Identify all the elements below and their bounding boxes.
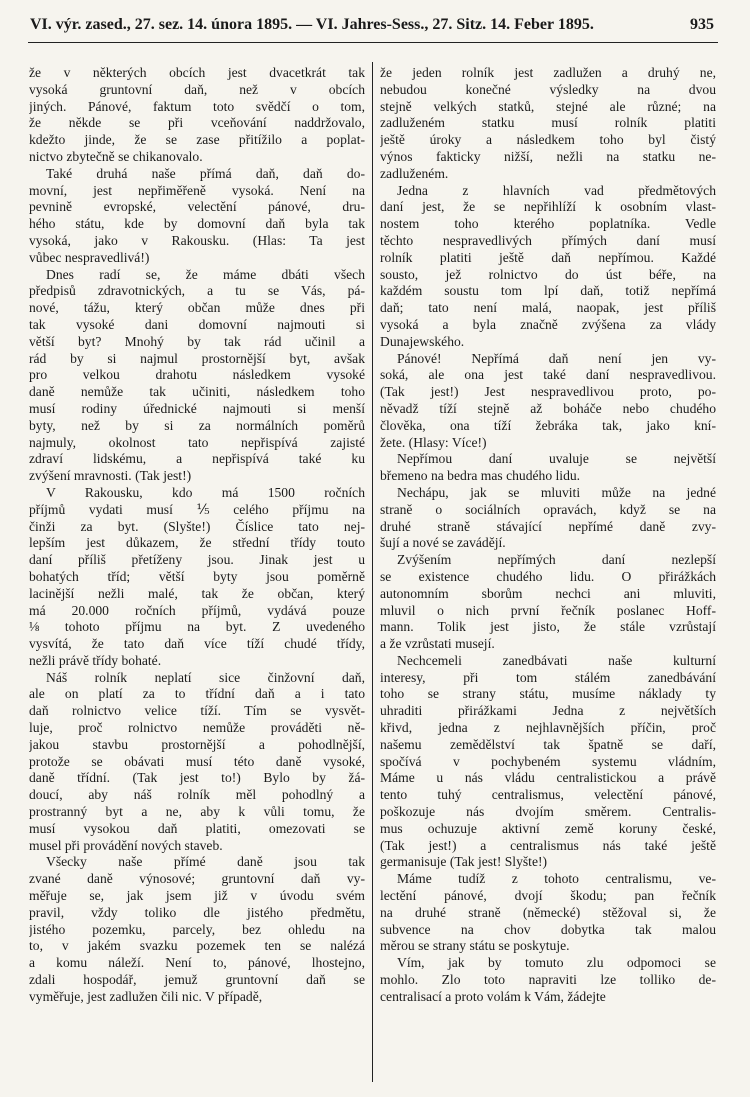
text-line: daň; tato není malá, naopak, jest příliš bbox=[380, 300, 716, 316]
text-line: těchto nespravedlivých přímých daní musí bbox=[380, 232, 716, 248]
text-line: našemu zemědělství tak špatně se daří, bbox=[380, 736, 716, 752]
text-line: lectění pánové, dvojí škodu; pan řečník bbox=[380, 888, 716, 904]
text-line: že jeden rolník jest zadlužen a druhý ne, bbox=[380, 65, 716, 80]
text-line: mann. Tolik jest jisto, že stále vzrůstají bbox=[380, 619, 716, 635]
text-line: zdraví lidskému, a nepřispívá také ku bbox=[29, 451, 365, 467]
text-line: tak vysoké dani domovní najmouti si bbox=[29, 316, 365, 332]
text-line: šují a nové se zavádějí. bbox=[380, 535, 506, 551]
text-line: větší byt? Mnohý by tak rád učinil a bbox=[29, 333, 365, 349]
text-line: nebudou konečné výsledky na dvou bbox=[380, 81, 716, 97]
text-line: Nechápu, jak se mluviti může na jedné bbox=[397, 484, 716, 500]
text-line: kdežto jinde, že se zase přitížilo a poplat- bbox=[29, 132, 365, 148]
text-line: jiných. Pánové, faktum toto svědčí o tom, bbox=[29, 98, 365, 114]
header-rule bbox=[28, 42, 718, 43]
text-line: byty, než by si za normálních poměrů bbox=[29, 417, 365, 433]
text-line: břemeno na bedra mas chudého lidu. bbox=[380, 468, 581, 484]
text-line: měrou se strany státu se poskytuje. bbox=[380, 938, 570, 954]
text-line: spočívá v pochybeném systemu vládním, bbox=[380, 753, 716, 769]
text-line: každém soustu tom lpí daň, totiž nepřímá bbox=[380, 283, 716, 299]
page-number: 935 bbox=[690, 16, 714, 33]
text-line: Máme u nás vládu centralistickou a právě bbox=[380, 770, 716, 786]
page-header bbox=[30, 12, 714, 38]
text-line: člověka, ona tíží žebráka tak, jako kní- bbox=[380, 417, 716, 433]
text-line: něvadž tíží stejně až boháče nebo chudého bbox=[380, 400, 716, 416]
text-line: nežli právě třídy bohaté. bbox=[29, 652, 162, 668]
text-line: poškozuje nás dvojím směrem. Centralis- bbox=[380, 804, 716, 820]
text-line: soká, ale ona jest také daní nespravedlivou. bbox=[380, 367, 716, 383]
text-line: tento tuhý centralismus, velectění pánové, bbox=[380, 787, 716, 803]
text-line: musí vysokou daň platiti, omezovati se bbox=[29, 820, 365, 836]
text-line: pro velkou drahotu následkem vysoké bbox=[29, 367, 365, 383]
text-line: Nechcemeli zanedbávati naše kulturní bbox=[397, 652, 716, 668]
text-line: a komu náleží. Není to, pánové, lhostejno, bbox=[29, 955, 365, 971]
text-line: Všecky naše přímé daně jsou tak bbox=[46, 854, 365, 870]
text-line: zvýšení mravnosti. (Tak jest!) bbox=[29, 468, 192, 484]
text-line: a že vzrůstati musejí. bbox=[380, 636, 495, 652]
text-line: prostranný byt a ne, aby k vůli tomu, že bbox=[29, 804, 365, 820]
text-line: musí rodiny úřednické najmouti si menší bbox=[29, 400, 365, 416]
text-line: musel při provádění nových staveb. bbox=[29, 837, 223, 853]
text-line: zadluženém statku musí rolník platiti bbox=[380, 115, 716, 131]
text-line: ⅛ tohoto příjmu na byt. Z uvedeného bbox=[29, 619, 365, 635]
text-line: předpisů zdravotnických, a tu se Vás, pá- bbox=[29, 283, 365, 299]
text-line: autonomním sborům nechci ani mluviti, bbox=[380, 585, 716, 601]
text-line: V Rakousku, kdo má 1500 ročních bbox=[46, 484, 365, 500]
text-line: Náš rolník neplatí sice činžovní daň, bbox=[46, 669, 365, 685]
text-line: vysoká a byla značně zvýšena za vlády bbox=[380, 316, 716, 332]
text-line: doucí, aby náš rolník měl pohodlný a bbox=[29, 787, 365, 803]
text-line: žete. (Hlasy: Více!) bbox=[380, 434, 487, 450]
text-line: toho se strany státu, musíme náklady ty bbox=[380, 686, 716, 702]
text-line: najmuly, okolnost tato nepřispívá zajisté bbox=[29, 434, 365, 450]
text-line: movní, jest nepřiměřeně vysoká. Není na bbox=[29, 182, 365, 198]
text-line: činži za byt. (Slyšte!) Číslice tato nej- bbox=[29, 518, 365, 534]
text-line: interesy, při tom stálém zanedbávání bbox=[380, 669, 716, 685]
text-line: daní příliš přetíženy jsou. Jinak jest u bbox=[29, 552, 365, 568]
text-line: sousto, jež rolnictvo do úst béře, na bbox=[380, 266, 716, 282]
text-line: se existence chudého lidu. O přirážkách bbox=[380, 568, 716, 584]
text-line: lacinější nežli malé, tak že občan, který bbox=[29, 585, 365, 601]
text-line: uhraditi přirážkami Jedna z největších bbox=[380, 703, 716, 719]
text-line: příjmů vydati musí ⅕ celého příjmu na bbox=[29, 501, 365, 517]
left-column bbox=[29, 65, 365, 1006]
text-line: stejně velkých statků, stejné ale různé; na bbox=[380, 98, 716, 114]
text-line: Jedna z hlavních vad předmětových bbox=[397, 182, 716, 198]
column-divider bbox=[372, 62, 373, 1082]
text-line: vyměřuje, jest zadlužen čili nic. V případě, bbox=[29, 988, 263, 1004]
text-line: lepším jest důkazem, že střední třídy touto bbox=[29, 535, 365, 551]
text-line: zdali hospodář, jemuž gruntovní daň se bbox=[29, 972, 365, 988]
text-line: že někde se při vceňování naddržovalo, bbox=[29, 115, 365, 131]
text-line: daň rolnictvo velice tíží. Tím se vysvět- bbox=[29, 703, 365, 719]
text-line: na druhé straně (německé) stěžoval si, že bbox=[380, 904, 716, 920]
text-line: mohlo. Zlo toto napraviti lze tolliko de- bbox=[380, 972, 716, 988]
text-line: nictvo zbytečně se chikanovalo. bbox=[29, 148, 203, 164]
text-line: bohatých tříd; větší byty jsou poměrně bbox=[29, 568, 365, 584]
text-line: ale on platí za to třídní daň a i tato bbox=[29, 686, 365, 702]
text-line: Dnes radí se, že máme dbáti všech bbox=[46, 266, 365, 282]
text-line: daně nemůže tak učiniti, následkem toho bbox=[29, 384, 365, 400]
text-line: germanisuje (Tak jest! Slyšte!) bbox=[380, 854, 548, 870]
text-line: Máme tudíž z tohoto centralismu, ve- bbox=[397, 871, 716, 887]
text-line: luje, proč rolnictvo nemůže prováděti ně- bbox=[29, 720, 365, 736]
text-line: vysvítá, že tato daň více tíží chudé třídy, bbox=[29, 636, 365, 652]
text-line: má 20.000 ročních příjmů, vydává pouze bbox=[29, 602, 365, 618]
text-line: zadluženém. bbox=[380, 165, 449, 181]
text-line: měřuje se, jak jsem již v úvodu svém bbox=[29, 888, 365, 904]
text-line: rolník platiti ještě daň nepřímou. Každé bbox=[380, 249, 716, 265]
text-line: Nepřímou daní uvaluje se největší bbox=[397, 451, 716, 467]
text-line: to, v jakém svazku pozemek ten se nalézá bbox=[29, 938, 365, 954]
text-line: Zvýšením nepřímých daní nezlepší bbox=[397, 552, 716, 568]
text-line: že v některých obcích jest dvacetkrát tak bbox=[29, 65, 365, 80]
text-line: centralisací a proto volám k Vám, žádejte bbox=[380, 988, 606, 1004]
text-line: (Tak jest!) a centralismus nás také ještě bbox=[380, 837, 716, 853]
text-line: subvence na chov dobytka tak malou bbox=[380, 921, 716, 937]
text-line: pravil, vždy toliko dle jistého předmětu, bbox=[29, 904, 365, 920]
text-line: jakou stavbu prostornější a pohodlnější, bbox=[29, 736, 365, 752]
text-line: pevnině evropské, velectění pánové, dru- bbox=[29, 199, 365, 215]
text-line: výnos fakticky nižší, nežli na statku ne- bbox=[380, 148, 716, 164]
text-line: daně třídní. (Tak jest to!) Bylo by žá- bbox=[29, 770, 365, 786]
text-line: zvané daně výnosové; gruntovní daň vy- bbox=[29, 871, 365, 887]
running-head: VI. výr. zased., 27. sez. 14. února 1895. — VI. Jahres-Sess., 27. Sitz. 14. Feber 1895. bbox=[30, 16, 594, 33]
text-line: Vím, jak by tomuto zlu odpomoci se bbox=[397, 955, 716, 971]
text-line: daní jest, že se nepřihlíží k osobním vlast- bbox=[380, 199, 716, 215]
text-line: vysoká gruntovní daň, než v obcích bbox=[29, 81, 365, 97]
text-line: rád by si najmul prostornější byt, avšak bbox=[29, 350, 365, 366]
text-line: jistého pozemku, parcely, bez ohledu na bbox=[29, 921, 365, 937]
text-line: Také druhá naše přímá daň, daň do- bbox=[46, 165, 365, 181]
text-line: straně o sociálních opravách, když se na bbox=[380, 501, 716, 517]
text-line: vůbec nespravedlivá!) bbox=[29, 249, 150, 265]
text-line: hého státu, kde by domovní daň byla tak bbox=[29, 216, 365, 232]
text-line: druhé straně stávající nepřímé daně zvy- bbox=[380, 518, 716, 534]
text-line: mluvil o nich první řečník poslanec Hoff- bbox=[380, 602, 716, 618]
text-line: mus ochuzuje aktivní země koruny české, bbox=[380, 820, 716, 836]
text-line: nové, tážu, který občan může dnes při bbox=[29, 300, 365, 316]
text-line: protože se obávati musí této daně vysoké, bbox=[29, 753, 365, 769]
text-line: Pánové! Nepřímá daň není jen vy- bbox=[397, 350, 716, 366]
text-line: (Tak jest!) Jest nespravedlivou proto, po- bbox=[380, 384, 716, 400]
text-line: ještě úroky a následkem toho byl čistý bbox=[380, 132, 716, 148]
text-line: křivd, jedna z nejhlavnějších příčin, proč bbox=[380, 720, 716, 736]
text-line: Dunajewského. bbox=[380, 333, 465, 349]
text-line: vysoká, jako v Rakousku. (Hlas: Ta jest bbox=[29, 232, 365, 248]
text-line: nostem toho kterého poplatníka. Vedle bbox=[380, 216, 716, 232]
right-column bbox=[380, 65, 716, 1006]
